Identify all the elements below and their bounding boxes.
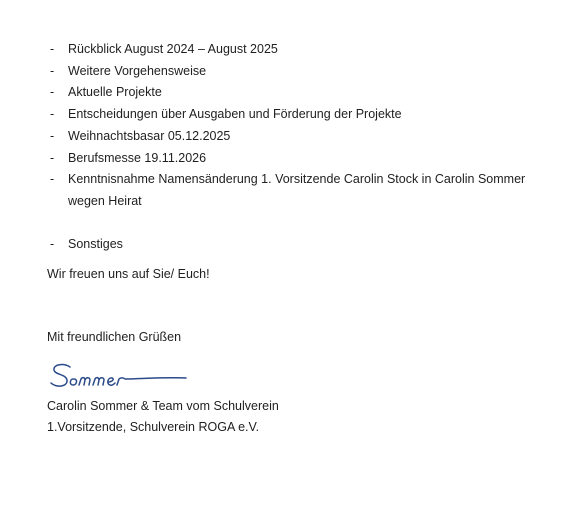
agenda-item-text: Entscheidungen über Ausgaben und Förderung der Projekte bbox=[68, 107, 402, 122]
signer-role: 1.Vorsitzende, Schulverein ROGA e.V. bbox=[47, 420, 260, 434]
agenda-item-text: Aktuelle Projekte bbox=[68, 85, 162, 100]
agenda-item bbox=[48, 104, 548, 126]
agenda-item-text: Sonstiges bbox=[68, 236, 123, 251]
agenda-bullet: - bbox=[50, 236, 55, 251]
agenda-item-text: Rückblick August 2024 – August 2025 bbox=[68, 42, 278, 56]
invitation-text: Wir freuen uns auf Sie/ Euch! bbox=[47, 267, 210, 281]
handwritten-signature bbox=[48, 360, 190, 392]
agenda-bullet: - bbox=[50, 172, 55, 187]
agenda-item-text: Weihnachtsbasar 05.12.2025 bbox=[68, 128, 231, 143]
greeting-text: Mit freundlichen Grüßen bbox=[47, 330, 182, 344]
signer-name: Carolin Sommer & Team vom Schulverein bbox=[47, 399, 279, 413]
agenda-bullet: - bbox=[50, 85, 55, 100]
agenda-bullet: - bbox=[50, 128, 55, 143]
agenda-item-text: Weitere Vorgehensweise bbox=[68, 63, 207, 78]
agenda-list bbox=[48, 39, 548, 255]
agenda-item bbox=[48, 39, 548, 61]
agenda-bullet: - bbox=[50, 63, 55, 78]
agenda-bullet: - bbox=[50, 107, 55, 122]
agenda-item bbox=[48, 148, 548, 170]
agenda-item bbox=[48, 126, 548, 148]
agenda-bullet: - bbox=[50, 42, 55, 56]
agenda-item-text: Berufsmesse 19.11.2026 bbox=[68, 150, 207, 165]
agenda-item bbox=[48, 82, 548, 104]
agenda-item bbox=[48, 234, 548, 256]
agenda-bullet: - bbox=[50, 150, 55, 165]
agenda-item bbox=[48, 169, 548, 212]
agenda-item-text: Kenntnisnahme Namensänderung 1. Vorsitzende Carolin Stock in Carolin Sommer wegen Heirat bbox=[68, 172, 526, 208]
agenda-item bbox=[48, 61, 548, 83]
